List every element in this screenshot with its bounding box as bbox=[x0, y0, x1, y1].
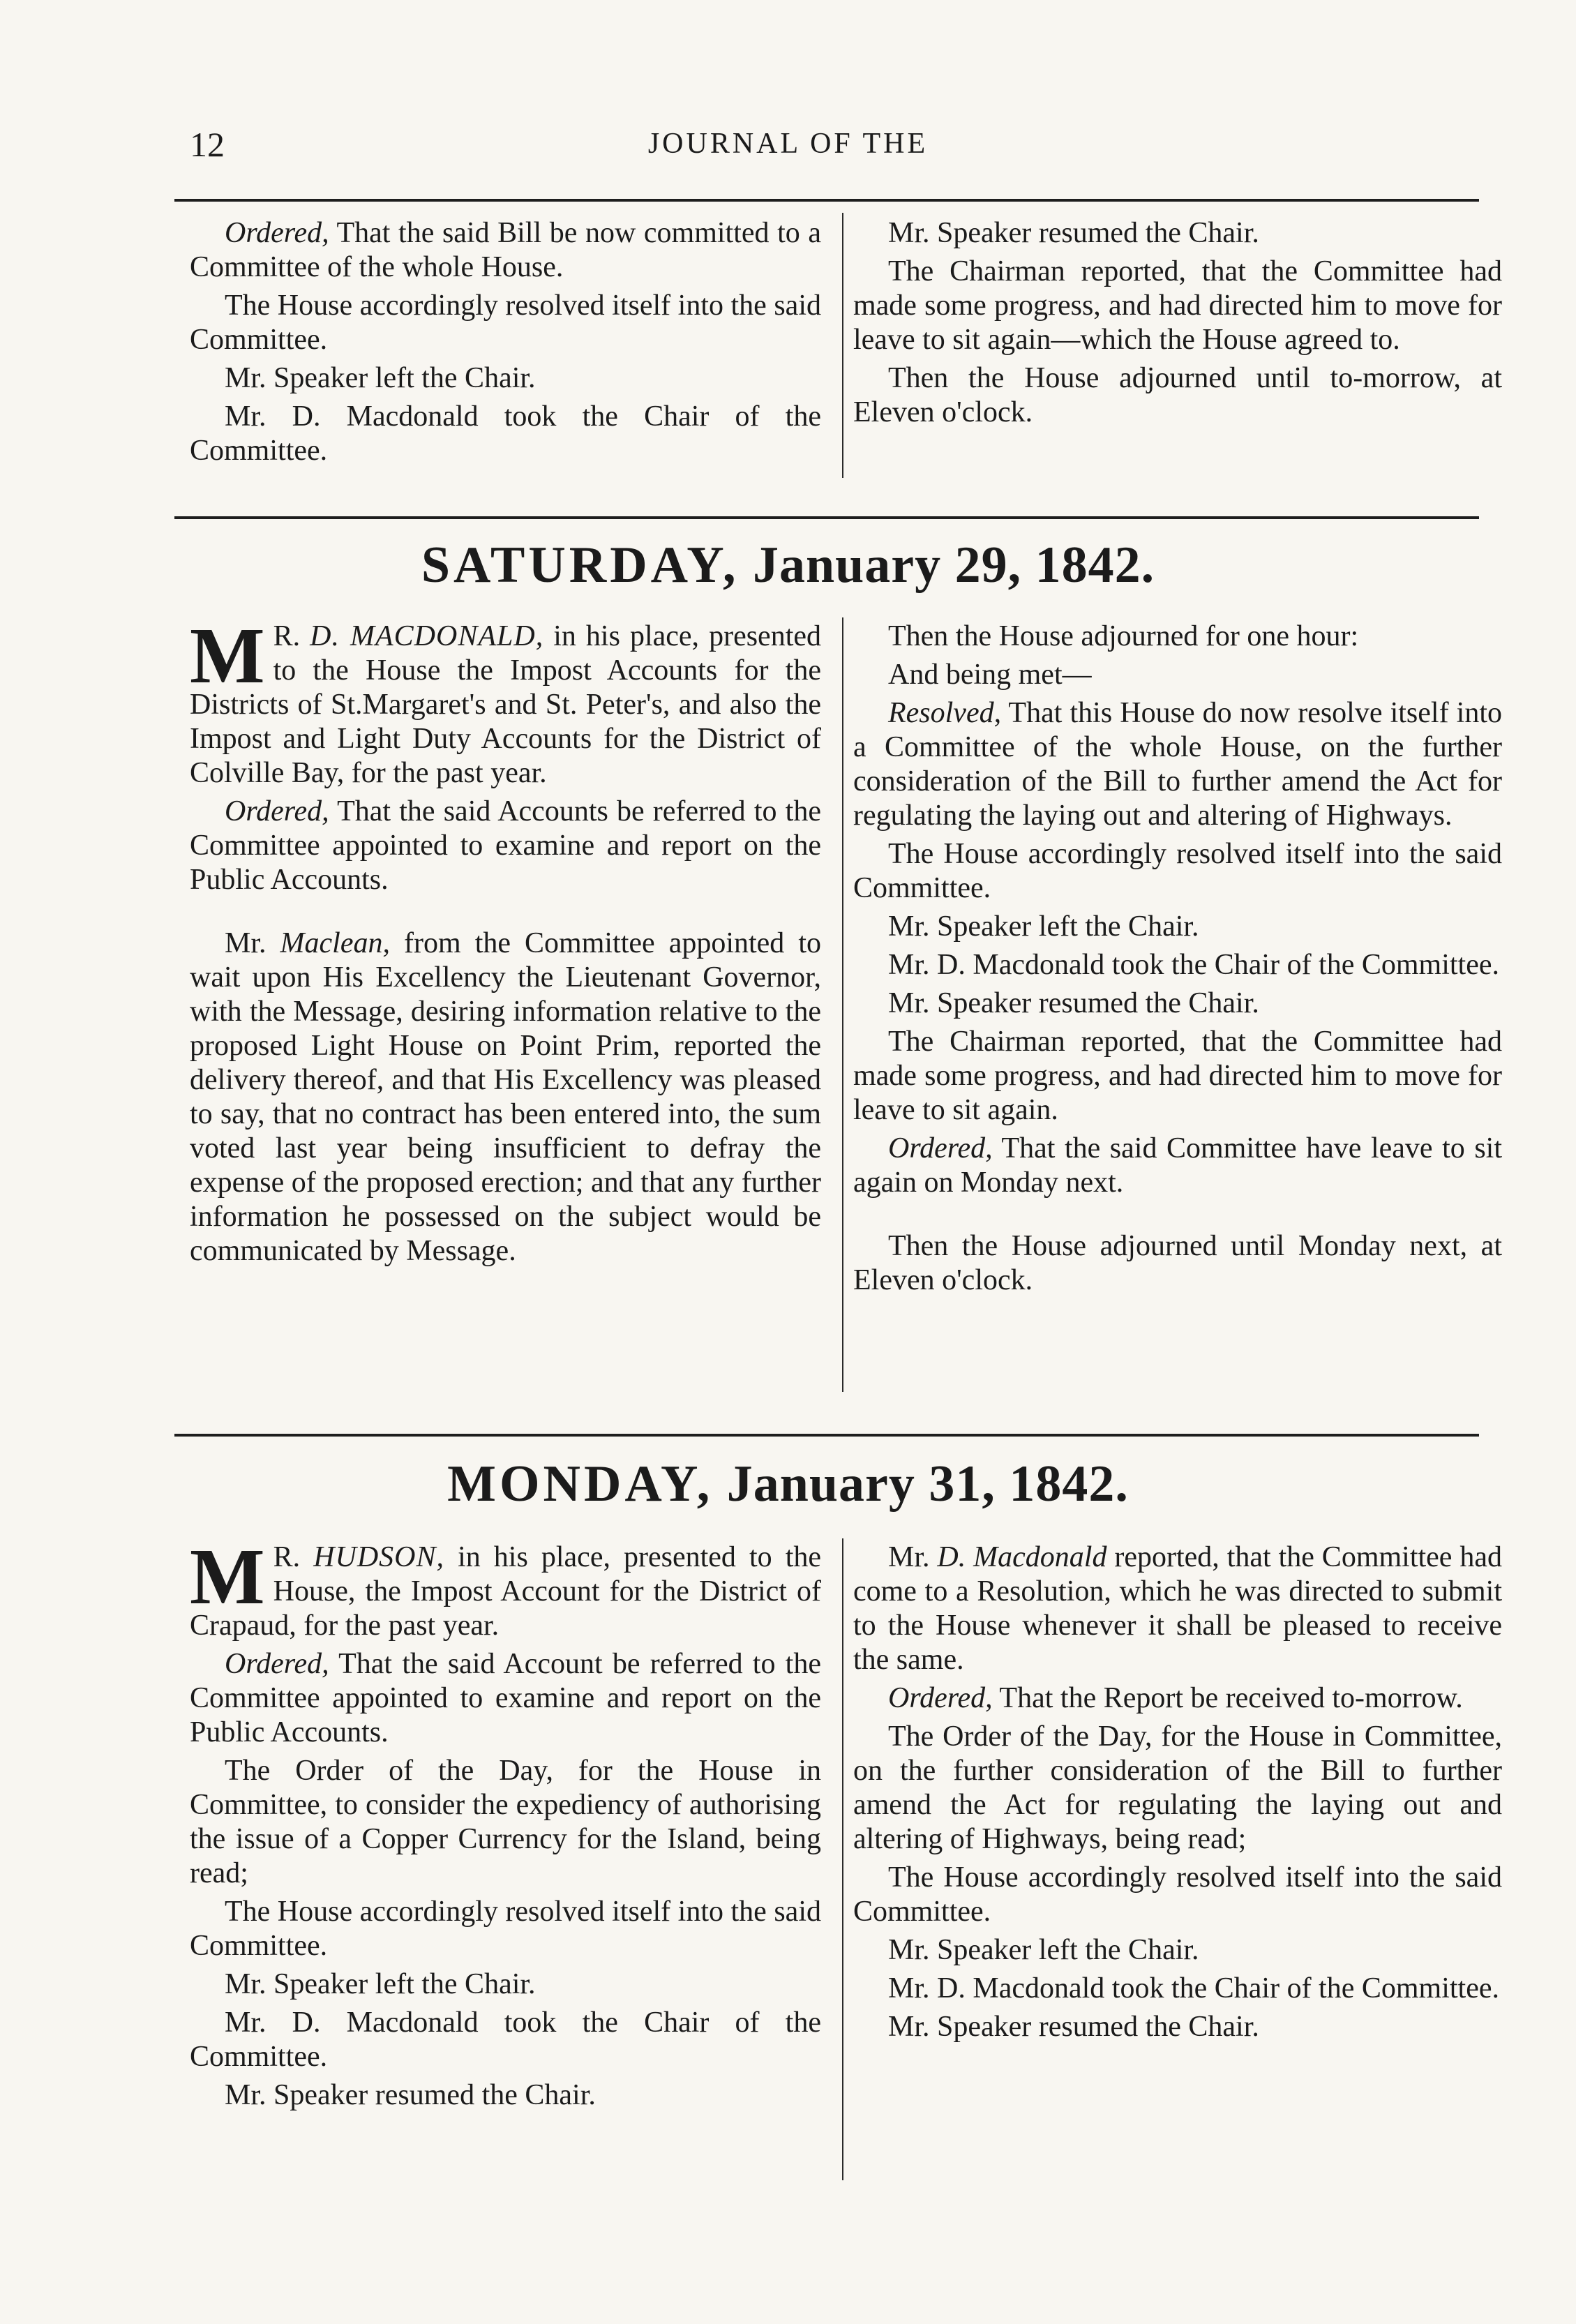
monday-left-column bbox=[190, 1532, 822, 2117]
paragraph: The House accordingly resolved itself into the said Committee. bbox=[853, 838, 1502, 904]
column-divider-monday bbox=[842, 1538, 843, 2180]
paragraph: Mr. D. Macdonald took the Chair of the Committee. bbox=[190, 400, 821, 467]
monday-right-column bbox=[853, 1540, 1502, 2048]
paragraph: Then the House adjourned until Monday next, at Eleven o'clock. bbox=[853, 1230, 1502, 1296]
top-left-column bbox=[190, 216, 821, 472]
paragraph: Then the House adjourned until to-morrow, at Eleven o'clock. bbox=[853, 362, 1502, 428]
drop-cap: M bbox=[190, 1532, 265, 1621]
drop-cap: M bbox=[190, 611, 265, 700]
paragraph: The House accordingly resolved itself into the said Committee. bbox=[190, 1896, 821, 1962]
page-number: 12 bbox=[190, 125, 225, 164]
paragraph: Mr. Speaker left the Chair. bbox=[888, 910, 1199, 943]
monday-heading: MONDAY, January 31, 1842. bbox=[447, 1455, 1129, 1513]
paragraph: Ordered, That the Report be received to-morrow. bbox=[888, 1682, 1463, 1714]
paragraph: Ordered, That the said Account be referred to the Committee appointed to examine and report on the Public Accounts. bbox=[190, 1648, 821, 1748]
paragraph: Mr. Speaker left the Chair. bbox=[225, 1968, 536, 2000]
paragraph: Mr. Speaker resumed the Chair. bbox=[225, 2079, 596, 2111]
column-divider-top bbox=[842, 213, 843, 478]
paragraph: Mr. D. Macdonald took the Chair of the Committee. bbox=[888, 1972, 1500, 2004]
saturday-left-column bbox=[190, 611, 822, 1273]
section-rule bbox=[174, 516, 1479, 519]
section-rule bbox=[174, 1434, 1479, 1437]
paragraph: The Chairman reported, that the Committee had made some progress, and had directed him to move for leave to sit again. bbox=[853, 1026, 1502, 1126]
paragraph: Mr. Speaker resumed the Chair. bbox=[888, 217, 1259, 249]
paragraph: Resolved, That this House do now resolve itself into a Committee of the whole House, on the further consideration of the Bill to further amend the Act for regulating the laying out and altering of Highways. bbox=[853, 697, 1502, 832]
paragraph: Then the House adjourned for one hour: bbox=[888, 620, 1359, 652]
paragraph: The Order of the Day, for the House in Committee, to consider the expediency of authorising the issue of a Copper Currency for the Island, being read; bbox=[190, 1755, 821, 1889]
paragraph: Mr. Speaker left the Chair. bbox=[225, 362, 536, 394]
paragraph: M R. D. MACDONALD, in his place, presented to the House the Impost Accounts for the Districts of St.Margaret's and St. Peter's, and also the Impost and Light Duty Accounts for the District of Colville Bay, for the past year. bbox=[190, 611, 822, 789]
running-head: JOURNAL OF THE bbox=[647, 128, 929, 160]
paragraph: Mr. Speaker resumed the Chair. bbox=[888, 987, 1259, 1019]
saturday-right-column bbox=[853, 620, 1502, 1302]
paragraph: Ordered, That the said Committee have leave to sit again on Monday next. bbox=[853, 1132, 1502, 1199]
paragraph: M R. HUDSON, in his place, presented to the House, the Impost Account for the District of Crapaud, for the past year. bbox=[190, 1532, 822, 1642]
paragraph: And being met— bbox=[888, 659, 1092, 691]
top-right-column bbox=[853, 216, 1502, 434]
paragraph: Mr. Speaker resumed the Chair. bbox=[888, 2011, 1259, 2043]
header-rule bbox=[174, 199, 1479, 202]
paragraph: Mr. Speaker left the Chair. bbox=[888, 1934, 1199, 1966]
saturday-heading: SATURDAY, January 29, 1842. bbox=[421, 537, 1155, 594]
paragraph: Mr. D. Macdonald took the Chair of the Committee. bbox=[190, 2007, 821, 2073]
paragraph: Ordered, That the said Accounts be referred to the Committee appointed to examine and report on the Public Accounts. bbox=[190, 795, 821, 896]
paragraph: Mr. Maclean, from the Committee appointed to wait upon His Excellency the Lieutenant Governor, with the Message, desiring information relative to the proposed Light House on Point Prim, reported the delivery thereof, and that His Excellency was pleased to say, that no contract has been entered into, the sum voted last year being insufficient to defray the expense of the proposed erection; and that any further information he possessed on the subject would be communicated by Message. bbox=[190, 927, 822, 1267]
paragraph: The Chairman reported, that the Committee had made some progress, and had directed him to move for leave to sit again—which the House agreed to. bbox=[853, 255, 1502, 356]
paragraph: The House accordingly resolved itself into the said Committee. bbox=[190, 290, 821, 356]
paragraph: The House accordingly resolved itself into the said Committee. bbox=[853, 1861, 1502, 1928]
column-divider-saturday bbox=[842, 617, 843, 1392]
paragraph: Ordered, That the said Bill be now committed to a Committee of the whole House. bbox=[190, 217, 821, 283]
paragraph: Mr. D. Macdonald reported, that the Committee had come to a Resolution, which he was directed to submit to the House whenever it shall be pleased to receive the same. bbox=[853, 1541, 1502, 1676]
paragraph: The Order of the Day, for the House in Committee, on the further consideration of the Bill to further amend the Act for regulating the laying out and altering of Highways, being read; bbox=[853, 1720, 1502, 1855]
paragraph: Mr. D. Macdonald took the Chair of the Committee. bbox=[888, 949, 1500, 981]
